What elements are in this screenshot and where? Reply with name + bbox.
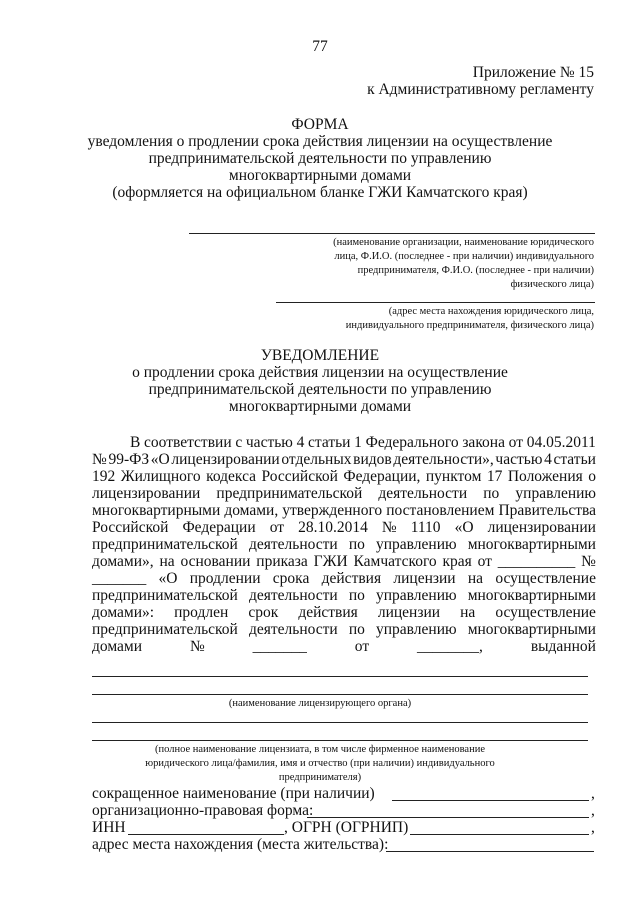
body-word: Жилищного bbox=[120, 468, 201, 485]
body-word: «О bbox=[454, 519, 474, 536]
licensing-body-line1[interactable] bbox=[92, 676, 588, 677]
body-word: Федерации, bbox=[343, 468, 421, 485]
body-word: от bbox=[477, 553, 492, 570]
licensee-caption-line1: (полное наименование лицензиата, в том числе фирменное наименование bbox=[155, 744, 485, 755]
body-word: отдельных bbox=[281, 451, 352, 468]
body-line bbox=[92, 451, 596, 469]
body-line bbox=[92, 587, 596, 605]
body-word: деятельности bbox=[378, 485, 468, 502]
body-word: статьи bbox=[308, 434, 351, 451]
body-word: по bbox=[348, 621, 365, 638]
legal-form-comma: , bbox=[591, 802, 595, 819]
form-subtitle-line3: многоквартирными домами bbox=[228, 167, 412, 184]
body-word: «О bbox=[158, 570, 178, 587]
notice-subtitle-line1: о продлении срока действия лицензии на осуществление bbox=[132, 364, 508, 381]
short-name-comma: , bbox=[591, 785, 595, 802]
body-word: управлению bbox=[376, 536, 457, 553]
body-word: многоквартирными bbox=[467, 587, 596, 604]
notice-title: УВЕДОМЛЕНИЕ bbox=[260, 347, 380, 364]
address-label: адрес места нахождения (места жительства): bbox=[92, 836, 389, 853]
licensee-name-line1[interactable] bbox=[92, 722, 588, 723]
body-word: утвержденного bbox=[282, 502, 383, 519]
address-caption-line2: индивидуального предпринимателя, физического лица) bbox=[345, 320, 594, 331]
body-word: от bbox=[354, 638, 370, 655]
body-word: на bbox=[460, 604, 476, 621]
body-word: частью bbox=[495, 451, 543, 468]
body-word: № bbox=[189, 638, 205, 655]
body-line bbox=[92, 502, 596, 520]
body-word: постановлением bbox=[386, 502, 495, 519]
address-caption-line1: (адрес места нахождения юридического лица, bbox=[388, 306, 594, 317]
body-word: предпринимательской bbox=[92, 621, 238, 638]
form-title: ФОРМА bbox=[291, 116, 349, 133]
body-word: № bbox=[92, 451, 107, 468]
body-word: Положения bbox=[507, 468, 583, 485]
form-subtitle-line2: предпринимательской деятельности по управлению bbox=[148, 150, 492, 167]
licensee-caption-line2: юридического лица/фамилия, имя и отчество (при наличии) индивидуального bbox=[145, 758, 495, 769]
body-word: деятельности», bbox=[393, 451, 494, 468]
body-line bbox=[92, 536, 596, 554]
body-word: действия bbox=[298, 604, 358, 621]
body-word: Российской bbox=[261, 468, 338, 485]
recipient-address-line[interactable] bbox=[276, 302, 595, 303]
licensing-body-caption: (наименование лицензирующего органа) bbox=[228, 698, 412, 709]
body-word: 1110 bbox=[410, 519, 441, 536]
body-word: В bbox=[130, 434, 141, 451]
body-line bbox=[92, 604, 596, 622]
body-word: кодекса bbox=[206, 468, 257, 485]
body-word: предпринимательской bbox=[216, 485, 363, 502]
form-subtitle-line1: уведомления о продлении срока действия лицензии на осуществление bbox=[87, 133, 553, 150]
body-line bbox=[92, 519, 596, 537]
body-word: Федерации bbox=[182, 519, 256, 536]
inn-field[interactable] bbox=[128, 834, 284, 835]
legal-form-field[interactable] bbox=[307, 817, 589, 818]
body-word: № bbox=[381, 519, 397, 536]
body-word: лицензии bbox=[393, 570, 456, 587]
ogrn-field[interactable] bbox=[410, 834, 589, 835]
body-word: многоквартирными bbox=[467, 621, 596, 638]
body-word: деятельности bbox=[248, 536, 338, 553]
body-word: срок bbox=[248, 604, 279, 621]
appendix-regulation: к Административному регламенту bbox=[367, 81, 594, 98]
body-word: частью bbox=[245, 434, 293, 451]
body-word: 4 bbox=[296, 434, 305, 451]
body-word: 99-ФЗ bbox=[108, 451, 150, 468]
page-number: 77 bbox=[312, 38, 328, 55]
legal-form-label: организационно-правовая форма: bbox=[92, 802, 314, 819]
body-word: Федерального bbox=[365, 434, 459, 451]
short-name-label: сокращенное наименование (при наличии) bbox=[92, 785, 375, 802]
body-word: закона bbox=[462, 434, 505, 451]
body-word: 04.05.2011 bbox=[526, 434, 596, 451]
body-word: о bbox=[588, 468, 596, 485]
body-word: Российской bbox=[92, 519, 169, 536]
body-word: 192 bbox=[92, 468, 116, 485]
body-word: управлению bbox=[376, 587, 457, 604]
body-word: действия bbox=[321, 570, 382, 587]
body-line bbox=[92, 468, 596, 486]
body-word: лицензировании bbox=[171, 451, 280, 468]
body-word: осуществление bbox=[495, 604, 596, 621]
body-word: Камчатского bbox=[353, 553, 437, 570]
body-line bbox=[92, 570, 596, 588]
body-word: ГЖИ bbox=[313, 553, 348, 570]
body-word: Правительства bbox=[498, 502, 596, 519]
body-word: домами, bbox=[224, 502, 279, 519]
body-word: лицензировании bbox=[92, 485, 201, 502]
body-word: деятельности bbox=[248, 621, 338, 638]
body-line bbox=[130, 434, 596, 452]
address-field[interactable] bbox=[386, 851, 594, 852]
body-word: _______ bbox=[92, 570, 147, 587]
body-word: от bbox=[269, 519, 285, 536]
body-word: края bbox=[442, 553, 472, 570]
notice-subtitle-line2: предпринимательской деятельности по управлению bbox=[148, 381, 492, 398]
body-word: «О bbox=[150, 451, 170, 468]
body-word: многоквартирными bbox=[467, 536, 596, 553]
body-word: на bbox=[159, 553, 175, 570]
short-name-field[interactable] bbox=[392, 800, 589, 801]
body-word: 28.10.2014 bbox=[298, 519, 368, 536]
body-word: продлении bbox=[189, 570, 261, 587]
body-word: осуществление bbox=[495, 570, 596, 587]
body-word: управлению bbox=[515, 485, 596, 502]
body-word: пунктом bbox=[425, 468, 482, 485]
licensing-body-line2[interactable] bbox=[92, 694, 588, 695]
body-word: срока bbox=[272, 570, 310, 587]
body-word: домами bbox=[92, 638, 143, 655]
body-word: приказа bbox=[256, 553, 308, 570]
body-word: лицензии bbox=[377, 604, 441, 621]
body-word: _______ bbox=[252, 638, 307, 655]
form-subtitle-line4: (оформляется на официальном бланке ГЖИ Камчатского края) bbox=[112, 184, 528, 201]
body-word: соответствии bbox=[144, 434, 232, 451]
body-word: 17 bbox=[486, 468, 503, 485]
body-word: ________, bbox=[417, 638, 483, 655]
body-word: № bbox=[581, 553, 596, 570]
licensee-caption-line3: предпринимателя) bbox=[278, 772, 362, 783]
body-word: от bbox=[508, 434, 523, 451]
recipient-caption-line3: предпринимателя, Ф.И.О. (последнее - при наличии) bbox=[357, 265, 594, 276]
body-word: по bbox=[348, 536, 365, 553]
body-word: многоквартирными bbox=[92, 502, 221, 519]
body-word: предпринимательской bbox=[92, 536, 238, 553]
body-word: 1 bbox=[354, 434, 362, 451]
appendix-number: Приложение № 15 bbox=[472, 64, 594, 81]
body-line bbox=[92, 621, 596, 639]
body-word: предпринимательской bbox=[92, 587, 238, 604]
body-word: __________ bbox=[497, 553, 576, 570]
recipient-caption-line4: физического лица) bbox=[510, 279, 594, 290]
body-word: 4 bbox=[544, 451, 552, 468]
recipient-caption-line2: лица, Ф.И.О. (последнее - при наличии) индивидуального bbox=[334, 251, 594, 262]
body-word: по bbox=[348, 587, 365, 604]
body-word: продлен bbox=[174, 604, 229, 621]
body-word: домами», bbox=[92, 553, 154, 570]
licensee-name-line2[interactable] bbox=[92, 740, 588, 741]
body-word: видов bbox=[353, 451, 392, 468]
ogrn-comma: , bbox=[591, 819, 595, 836]
body-word: выданной bbox=[530, 638, 596, 655]
notice-subtitle-line3: многоквартирными домами bbox=[228, 398, 412, 415]
body-word: домами»: bbox=[92, 604, 155, 621]
body-word: статьи bbox=[553, 451, 596, 468]
recipient-name-line[interactable] bbox=[189, 233, 595, 234]
inn-label: ИНН bbox=[92, 819, 126, 836]
body-word: по bbox=[483, 485, 500, 502]
body-word: управлению bbox=[376, 621, 457, 638]
body-line bbox=[92, 485, 596, 503]
body-line bbox=[92, 638, 596, 656]
body-line bbox=[92, 553, 596, 571]
body-word: деятельности bbox=[248, 587, 338, 604]
ogrn-label: , ОГРН (ОГРНИП) bbox=[284, 819, 409, 836]
recipient-caption-line1: (наименование организации, наименование юридического bbox=[333, 237, 594, 248]
body-word: на bbox=[467, 570, 484, 587]
body-word: с bbox=[235, 434, 243, 451]
body-word: лицензировании bbox=[487, 519, 596, 536]
body-word: основании bbox=[180, 553, 251, 570]
